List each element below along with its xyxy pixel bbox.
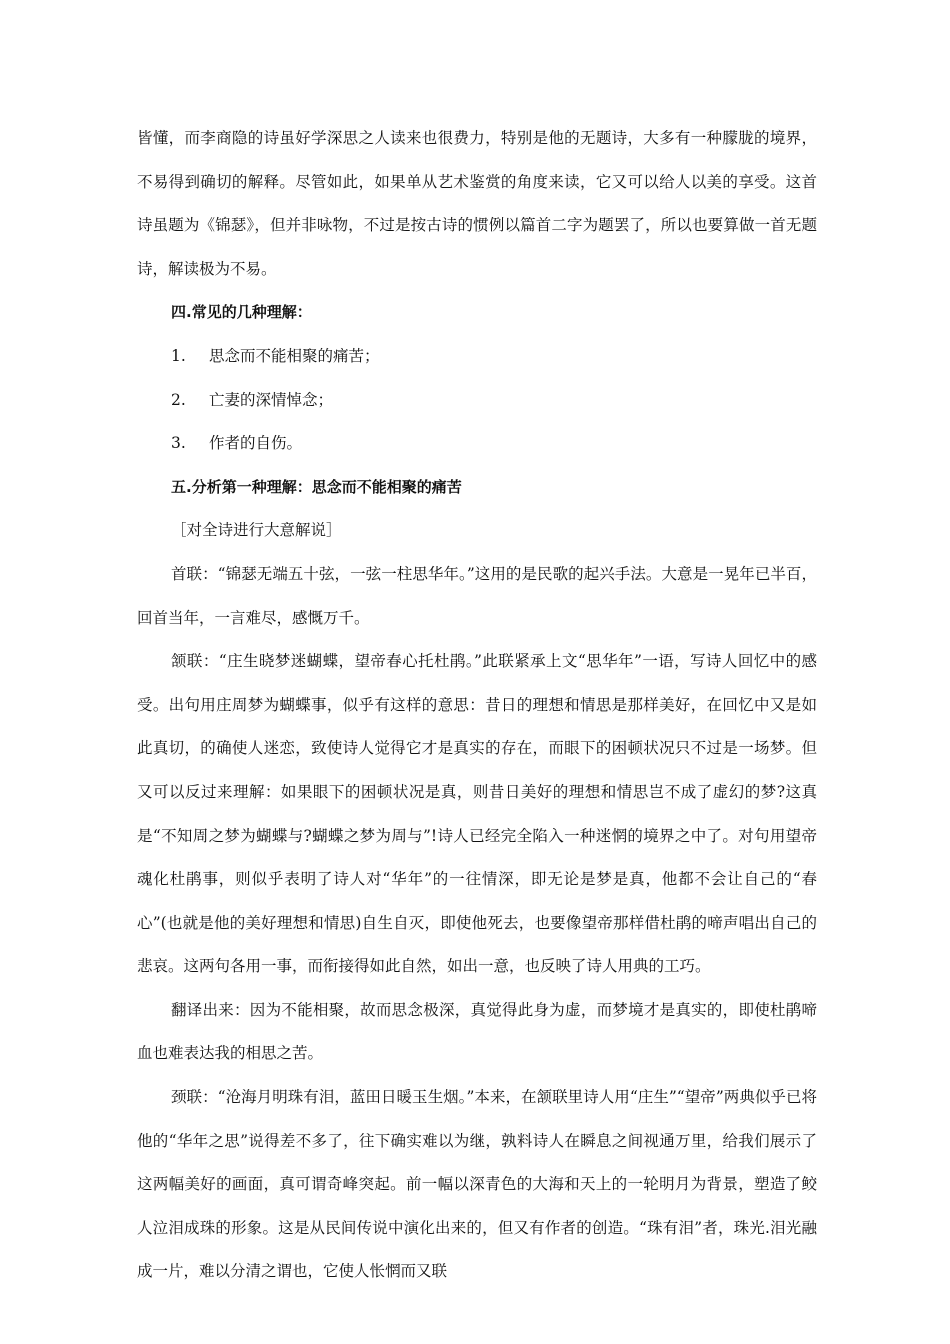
bracket-note: ［对全诗进行大意解说］ bbox=[171, 521, 342, 540]
list-number: 1. bbox=[171, 346, 186, 365]
list-number: 2. bbox=[171, 390, 186, 409]
list-text: 作者的自伤。 bbox=[209, 434, 303, 453]
paragraph-hanlian: 颔联：“庄生晓梦迷蝴蝶，望帝春心托杜鹃。”此联紧承上文“思华年”一语，写诗人回忆中的感受。出句用庄周梦为蝴蝶事，似乎有这样的意思：昔日的理想和情思是那样美好，在回忆中又是如此真切，的确使人迷恋，致使诗人觉得它才是真实的存在，而眼下的困顿状况只不过是一场梦。但又可以反过来理解：如果眼下的困顿状况是真，则昔日美好的理想和情思岂不成了虚幻的梦?这真是“不知周之梦为蝴蝶与?蝴蝶之梦为周与”!诗人已经完全陷入一种迷惘的境界之中了。对句用望帝魂化杜鹃事，则似乎表明了诗人对“华年”的一往情深，即无论是梦是真，他都不会让自己的“春心”(也就是他的美好理想和情思)自生自灭，即使他死去，也要像望帝那样借杜鹃的啼声唱出自己的悲哀。这两句各用一事，而衔接得如此自然，如出一意，也反映了诗人用典的工巧。 bbox=[137, 652, 817, 976]
list-item bbox=[137, 379, 817, 423]
document-body bbox=[137, 117, 817, 1294]
list-text: 思念而不能相聚的痛苦； bbox=[209, 346, 380, 365]
intro-paragraph: 皆懂，而李商隐的诗虽好学深思之人读来也很费力，特别是他的无题诗，大多有一种朦胧的境界，不易得到确切的解释。尽管如此，如果单从艺术鉴赏的角度来读，它又可以给人以美的享受。这首诗虽题为《锦瑟》，但并非咏物，不过是按古诗的惯例以篇首二字为题罢了，所以也要算做一首无题诗，解读极为不易。 bbox=[137, 129, 817, 278]
paragraph-jinglian: 颈联：“沧海月明珠有泪，蓝田日暖玉生烟。”本来，在颔联里诗人用“庄生”“望帝”两典似乎已将他的“华年之思”说得差不多了，往下确实难以为继，孰料诗人在瞬息之间视通万里，给我们展示了这两幅美好的画面，真可谓奇峰突起。前一幅以深青色的大海和天上的一轮明月为背景，塑造了鲛人泣泪成珠的形象。这是从民间传说中演化出来的，但又有作者的创造。“珠有泪”者，珠光.泪光融成一片，难以分清之谓也，它使人怅惘而又联 bbox=[137, 1088, 817, 1281]
paragraph-translation: 翻译出来：因为不能相聚，故而思念极深，真觉得此身为虚，而梦境才是真实的，即使杜鹃啼血也难表达我的相思之苦。 bbox=[137, 1000, 817, 1063]
paragraph-shoulian: 首联：“锦瑟无端五十弦，一弦一柱思华年。”这用的是民歌的起兴手法。大意是一晃年已半百，回首当年，一言难尽，感慨万千。 bbox=[137, 564, 817, 627]
list-item bbox=[137, 335, 817, 379]
list-text: 亡妻的深情悼念； bbox=[209, 390, 334, 409]
list-number: 3. bbox=[171, 434, 186, 453]
section-4-heading: 四.常见的几种理解： bbox=[171, 303, 312, 322]
list-item bbox=[137, 422, 817, 466]
section-5-heading: 五.分析第一种理解：思念而不能相聚的痛苦 bbox=[171, 477, 462, 496]
